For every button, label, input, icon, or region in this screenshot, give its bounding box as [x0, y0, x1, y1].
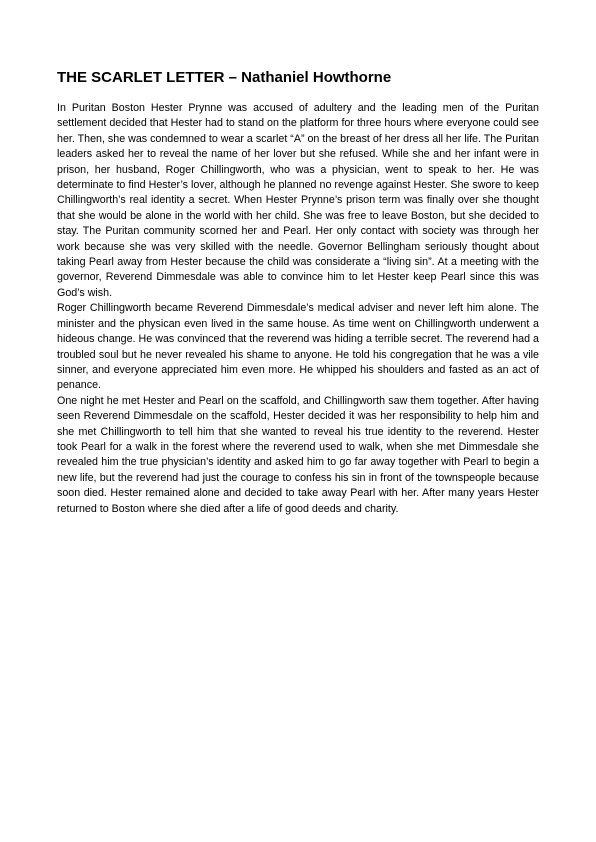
paragraph-1: In Puritan Boston Hester Prynne was accused of adultery and the leading men of the Puritan settlement decided that Hester had to stand on the platform for three hours where everyone could see her. Then, she was condemned to wear a scarlet “A” on the breast of her dress all her life. The Puritan leaders asked her to reveal the name of her lover but she refused. While she and her infant were in prison, her husband, Roger Chillingworth, who was a physician, went to speak to her. He was determinate to find Hester’s lover, although he planned no revenge against Hester. She swore to keep Chillingworth’s real identity a secret. When Hester Prynne’s prison term was finally over she thought that she would be alone in the world with her child. She was free to leave Boston, but she decided to stay. The Puritan community scorned her and Pearl. Her only contact with society was through her work because she was very skilled with the needle. Governor Bellingham seriously thought about taking Pearl away from Hester because the child was considerate a “living sin”. At a meeting with the governor, Reverend Dimmesdale was able to convince him to let Hester keep Pearl since this was God’s wish.	[57, 102, 539, 299]
paragraph-2: Roger Chillingworth became Reverend Dimmesdale’s medical adviser and never left him alone. The minister and the physican even lived in the same house. As time went on Chillingworth underwent a hideous change. He was convinced that the reverend was hiding a terrible secret. The reverend had a troubled soul but he never revealed his shame to anyone. He told his congregation that he was a vile sinner, and everyone appreciated him even more. He whipped his shoulders and fasted as an act of penance.	[57, 302, 539, 392]
document-title: THE SCARLET LETTER – Nathaniel Howthorne	[57, 69, 392, 86]
document-body	[57, 101, 539, 517]
paragraph-3: One night he met Hester and Pearl on the scaffold, and Chillingworth saw them together. After having seen Reverend Dimmesdale on the scaffold, Hester decided it was her responsibility to help him and she met Chillingworth to tell him that she wanted to reveal his true identity to the reverend. Hester took Pearl for a walk in the forest where the reverend used to walk, when she met Dimmesdale she revealed him the true physician’s identity and asked him to go far away together with Pearl to begin a new life, but the reverend had just the courage to confess his sin in front of the townspeople because soon died. Hester remained alone and decided to take away Pearl with her. After many years Hester returned to Boston where she died after a life of good deeds and charity.	[57, 394, 539, 515]
